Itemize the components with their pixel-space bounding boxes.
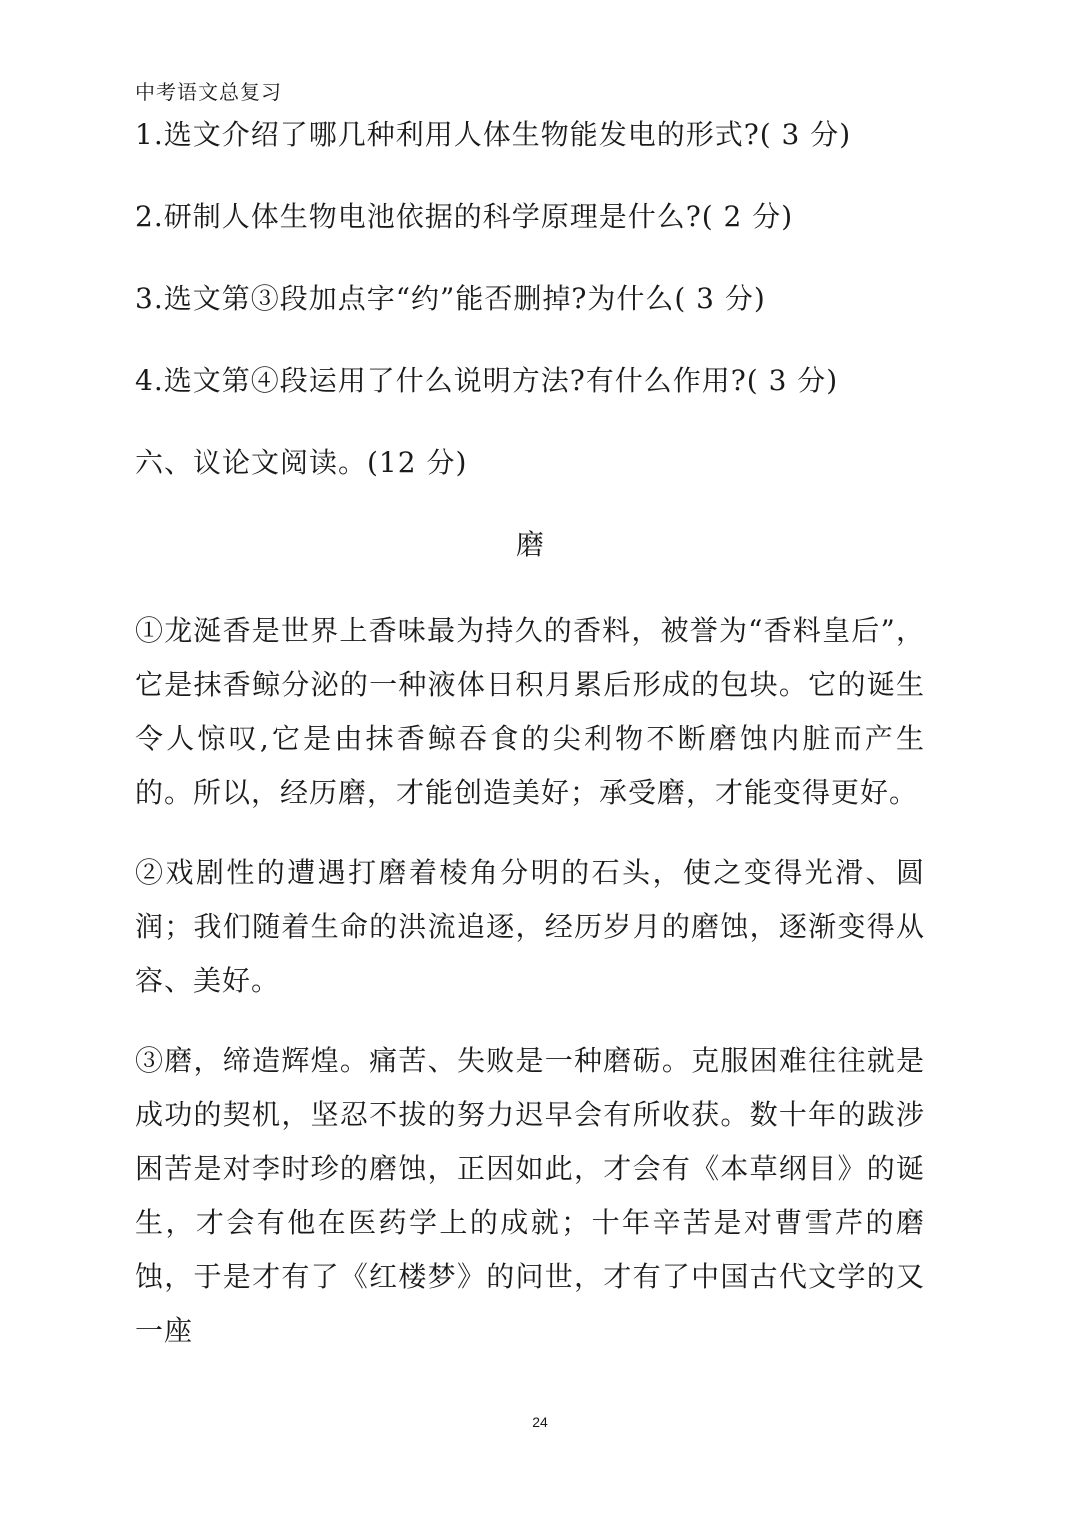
question-4: 4.选文第④段运用了什么说明方法?有什么作用?( 3 分) <box>135 364 839 397</box>
article-paragraph-3: ③磨，缔造辉煌。痛苦、失败是一种磨砺。克服困难往往就是成功的契机，坚忍不拔的努力迟早会有所收获。数十年的跋涉困苦是对李时珍的磨蚀，正因如此，才会有《本草纲目》的诞生，才会有他在医药学上的成就；十年辛苦是对曹雪芹的磨蚀，于是才有了《红楼梦》的问世，才有了中国古代文学的又一座 <box>135 1044 925 1347</box>
question-3: 3.选文第③段加点字“约”能否删掉?为什么( 3 分) <box>135 282 766 315</box>
page-number: 24 <box>532 1414 548 1430</box>
article-title: 磨 <box>515 528 544 561</box>
article-paragraph-1: ①龙涎香是世界上香味最为持久的香料，被誉为“香料皇后”，它是抹香鲸分泌的一种液体日积月累后形成的包块。它的诞生令人惊叹,它是由抹香鲸吞食的尖利物不断磨蚀内脏而产生的。所以，经历磨，才能创造美好；承受磨，才能变得更好。 <box>135 614 925 809</box>
section-heading: 六、议论文阅读。(12 分) <box>135 446 468 479</box>
question-1: 1.选文介绍了哪几种利用人体生物能发电的形式?( 3 分) <box>135 118 852 151</box>
question-2: 2.研制人体生物电池依据的科学原理是什么?( 2 分) <box>135 200 794 233</box>
article-paragraph-2: ②戏剧性的遭遇打磨着棱角分明的石头，使之变得光滑、圆润；我们随着生命的洪流追逐，经历岁月的磨蚀，逐渐变得从容、美好。 <box>135 856 925 997</box>
running-header: 中考语文总复习 <box>135 80 282 104</box>
page-content <box>135 114 925 1384</box>
